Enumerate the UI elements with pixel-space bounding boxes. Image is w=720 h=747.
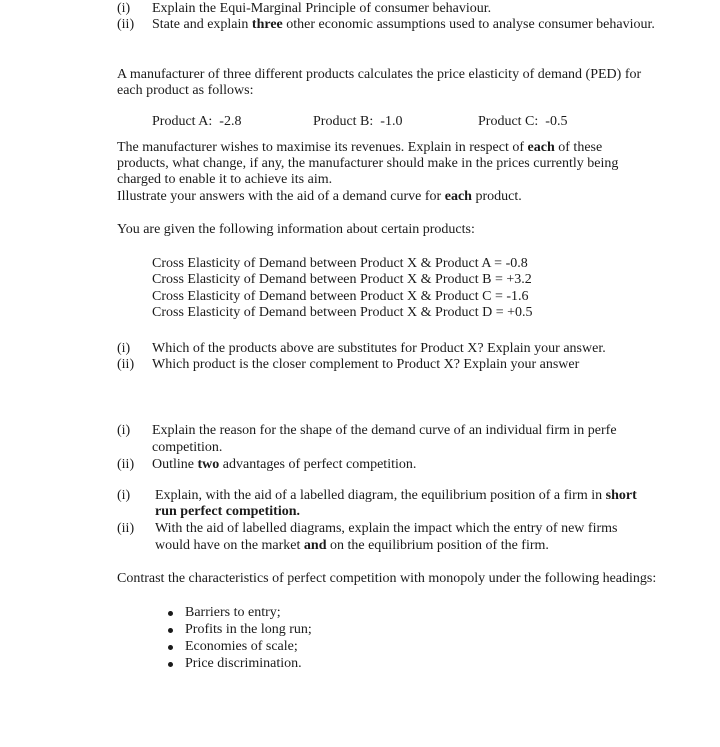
bullet-item: Price discrimination. (185, 656, 302, 671)
question-text: With the aid of labelled diagrams, explain the impact which the entry of new firms (155, 521, 618, 536)
cross-elasticity-row: Cross Elasticity of Demand between Product X & Product D = +0.5 (152, 305, 533, 320)
item-number: (ii) (117, 521, 135, 536)
question-text: State and explain three other economic assumptions used to analyse consumer behaviour. (152, 17, 655, 32)
question-text: The manufacturer wishes to maximise its revenues. Explain in respect of each of these (117, 140, 603, 155)
question-text: products, what change, if any, the manufacturer should make in the prices currently being (117, 156, 619, 171)
question-text: Explain the reason for the shape of the demand curve of an individual firm in perfe (152, 423, 617, 438)
question-text: Which of the products above are substitutes for Product X? Explain your answer. (152, 341, 606, 356)
bullet-icon (168, 628, 173, 633)
bullet-icon (168, 645, 173, 650)
item-number: (ii) (117, 457, 135, 472)
question-text: Explain, with the aid of a labelled diagram, the equilibrium position of a firm in short (155, 488, 637, 503)
cross-elasticity-row: Cross Elasticity of Demand between Product X & Product B = +3.2 (152, 272, 532, 287)
intro-text: A manufacturer of three different products calculates the price elasticity of demand (PED) for (117, 67, 642, 82)
product-b-ped: Product B: -1.0 (313, 114, 403, 129)
product-c-ped: Product C: -0.5 (478, 114, 568, 129)
bullet-item: Economies of scale; (185, 639, 298, 654)
question-text: run perfect competition. (155, 504, 301, 519)
cross-elasticity-row: Cross Elasticity of Demand between Product X & Product A = -0.8 (152, 256, 528, 271)
question-text: competition. (152, 440, 223, 455)
item-number: (i) (117, 423, 131, 438)
question-text: charged to enable it to achieve its aim. (117, 172, 333, 187)
intro-text: each product as follows: (117, 83, 254, 98)
item-number: (i) (117, 488, 131, 503)
intro-text: Contrast the characteristics of perfect competition with monopoly under the following headings: (117, 571, 657, 586)
bullet-icon (168, 662, 173, 667)
question-text: would have on the market and on the equilibrium position of the firm. (155, 538, 549, 553)
bullet-item: Profits in the long run; (185, 622, 312, 637)
bullet-icon (168, 611, 173, 616)
question-text: Which product is the closer complement to Product X? Explain your answer (152, 357, 580, 372)
question-text: Illustrate your answers with the aid of a demand curve for each product. (117, 189, 522, 204)
cross-elasticity-row: Cross Elasticity of Demand between Product X & Product C = -1.6 (152, 289, 529, 304)
item-number: (i) (117, 341, 131, 356)
product-a-ped: Product A: -2.8 (152, 114, 242, 129)
item-number: (ii) (117, 357, 135, 372)
question-text: Explain the Equi-Marginal Principle of consumer behaviour. (152, 1, 492, 16)
question-text: Outline two advantages of perfect competition. (152, 457, 417, 472)
item-number: (i) (117, 1, 131, 16)
intro-text: You are given the following information about certain products: (117, 222, 475, 237)
bullet-item: Barriers to entry; (185, 605, 281, 620)
item-number: (ii) (117, 17, 135, 32)
